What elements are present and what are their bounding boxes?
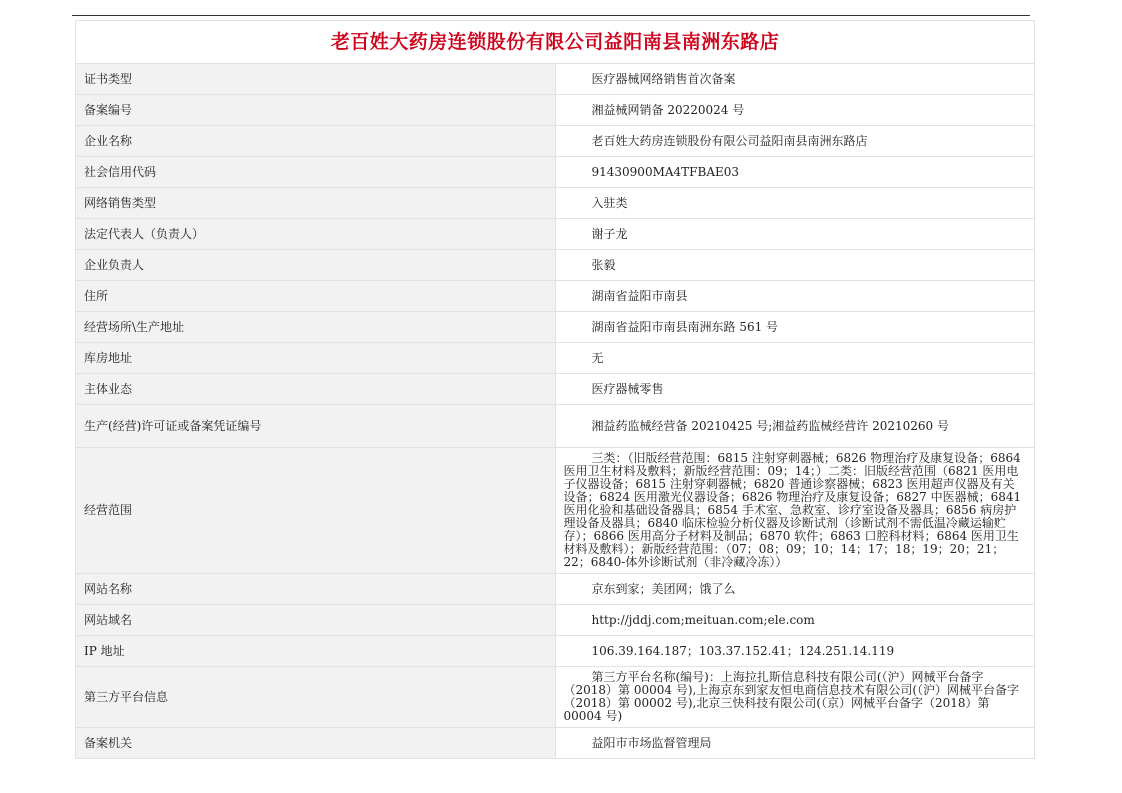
value-legal-rep: 谢子龙 bbox=[555, 219, 1035, 250]
value-license-number: 湘益药监械经营备 20210425 号;湘益药监械经营许 20210260 号 bbox=[555, 405, 1035, 448]
label-authority: 备案机关 bbox=[76, 728, 556, 759]
value-sales-type: 入驻类 bbox=[555, 188, 1035, 219]
label-warehouse: 库房地址 bbox=[76, 343, 556, 374]
label-ip-address: IP 地址 bbox=[76, 636, 556, 667]
header-rule bbox=[72, 15, 1030, 16]
row-authority bbox=[76, 728, 1035, 759]
label-business-scope: 经营范围 bbox=[76, 448, 556, 574]
label-sales-type: 网络销售类型 bbox=[76, 188, 556, 219]
value-website-name: 京东到家；美团网；饿了么 bbox=[555, 574, 1035, 605]
label-legal-rep: 法定代表人（负责人） bbox=[76, 219, 556, 250]
row-company-name bbox=[76, 126, 1035, 157]
value-business-address: 湖南省益阳市南县南洲东路 561 号 bbox=[555, 312, 1035, 343]
page-title: 老百姓大药房连锁股份有限公司益阳南县南洲东路店 bbox=[76, 21, 1035, 64]
row-domicile bbox=[76, 281, 1035, 312]
value-company-name: 老百姓大药房连锁股份有限公司益阳南县南洲东路店 bbox=[555, 126, 1035, 157]
row-website-name bbox=[76, 574, 1035, 605]
row-warehouse bbox=[76, 343, 1035, 374]
row-license-number bbox=[76, 405, 1035, 448]
row-credit-code bbox=[76, 157, 1035, 188]
label-business-format: 主体业态 bbox=[76, 374, 556, 405]
row-sales-type bbox=[76, 188, 1035, 219]
label-credit-code: 社会信用代码 bbox=[76, 157, 556, 188]
row-business-address bbox=[76, 312, 1035, 343]
label-record-number: 备案编号 bbox=[76, 95, 556, 126]
value-certificate-type: 医疗器械网络销售首次备案 bbox=[555, 64, 1035, 95]
title-row bbox=[76, 21, 1035, 64]
row-legal-rep bbox=[76, 219, 1035, 250]
label-company-head: 企业负责人 bbox=[76, 250, 556, 281]
row-record-number bbox=[76, 95, 1035, 126]
row-third-party bbox=[76, 667, 1035, 728]
value-domicile: 湖南省益阳市南县 bbox=[555, 281, 1035, 312]
row-ip-address bbox=[76, 636, 1035, 667]
value-third-party: 第三方平台名称(编号)：上海拉扎斯信息科技有限公司(（沪）网械平台备字（2018）第 00004 号),上海京东到家友恒电商信息技术有限公司(（沪）网械平台备字（2018）第 00002 号),北京三快科技有限公司(（京）网械平台备字（2018）第 00004 号) bbox=[555, 667, 1035, 728]
value-ip-address: 106.39.164.187；103.37.152.41；124.251.14.119 bbox=[555, 636, 1035, 667]
label-certificate-type: 证书类型 bbox=[76, 64, 556, 95]
value-website-domain: http://jddj.com;meituan.com;ele.com bbox=[555, 605, 1035, 636]
value-business-format: 医疗器械零售 bbox=[555, 374, 1035, 405]
row-business-format bbox=[76, 374, 1035, 405]
value-business-scope: 三类：（旧版经营范围：6815 注射穿刺器械；6826 物理治疗及康复设备；6864 医用卫生材料及敷料；新版经营范围：09；14；）二类：旧版经营范围（6821 医用电子仪器设备；6815 注射穿刺器械；6820 普通诊察器械；6823 医用超声仪器及有关设备；6824 医用激光仪器设备；6826 物理治疗及康复设备；6827 中医器械；6841 医用化验和基础设备器具；6854 手术室、急救室、诊疗室设备及器具；6856 病房护理设备及器具；6840 临床检验分析仪器及诊断试剂（诊断试剂不需低温冷藏运输贮存）；6866 医用高分子材料及制品；6870 软件；6863 口腔科材料；6864 医用卫生材料及敷料）；新版经营范围：（07；08；09；10；14；17；18；19；20；21；22；6840-体外诊断试剂（非冷藏冷冻）） bbox=[555, 448, 1035, 574]
label-company-name: 企业名称 bbox=[76, 126, 556, 157]
record-table bbox=[75, 20, 1035, 759]
row-website-domain bbox=[76, 605, 1035, 636]
label-website-name: 网站名称 bbox=[76, 574, 556, 605]
value-warehouse: 无 bbox=[555, 343, 1035, 374]
row-certificate-type bbox=[76, 64, 1035, 95]
label-third-party: 第三方平台信息 bbox=[76, 667, 556, 728]
label-domicile: 住所 bbox=[76, 281, 556, 312]
record-sheet bbox=[75, 20, 1035, 759]
value-credit-code: 91430900MA4TFBAE03 bbox=[555, 157, 1035, 188]
row-business-scope bbox=[76, 448, 1035, 574]
row-company-head bbox=[76, 250, 1035, 281]
label-license-number: 生产(经营)许可证或备案凭证编号 bbox=[76, 405, 556, 448]
label-business-address: 经营场所\生产地址 bbox=[76, 312, 556, 343]
value-company-head: 张毅 bbox=[555, 250, 1035, 281]
value-authority: 益阳市市场监督管理局 bbox=[555, 728, 1035, 759]
label-website-domain: 网站域名 bbox=[76, 605, 556, 636]
value-record-number: 湘益械网销备 20220024 号 bbox=[555, 95, 1035, 126]
